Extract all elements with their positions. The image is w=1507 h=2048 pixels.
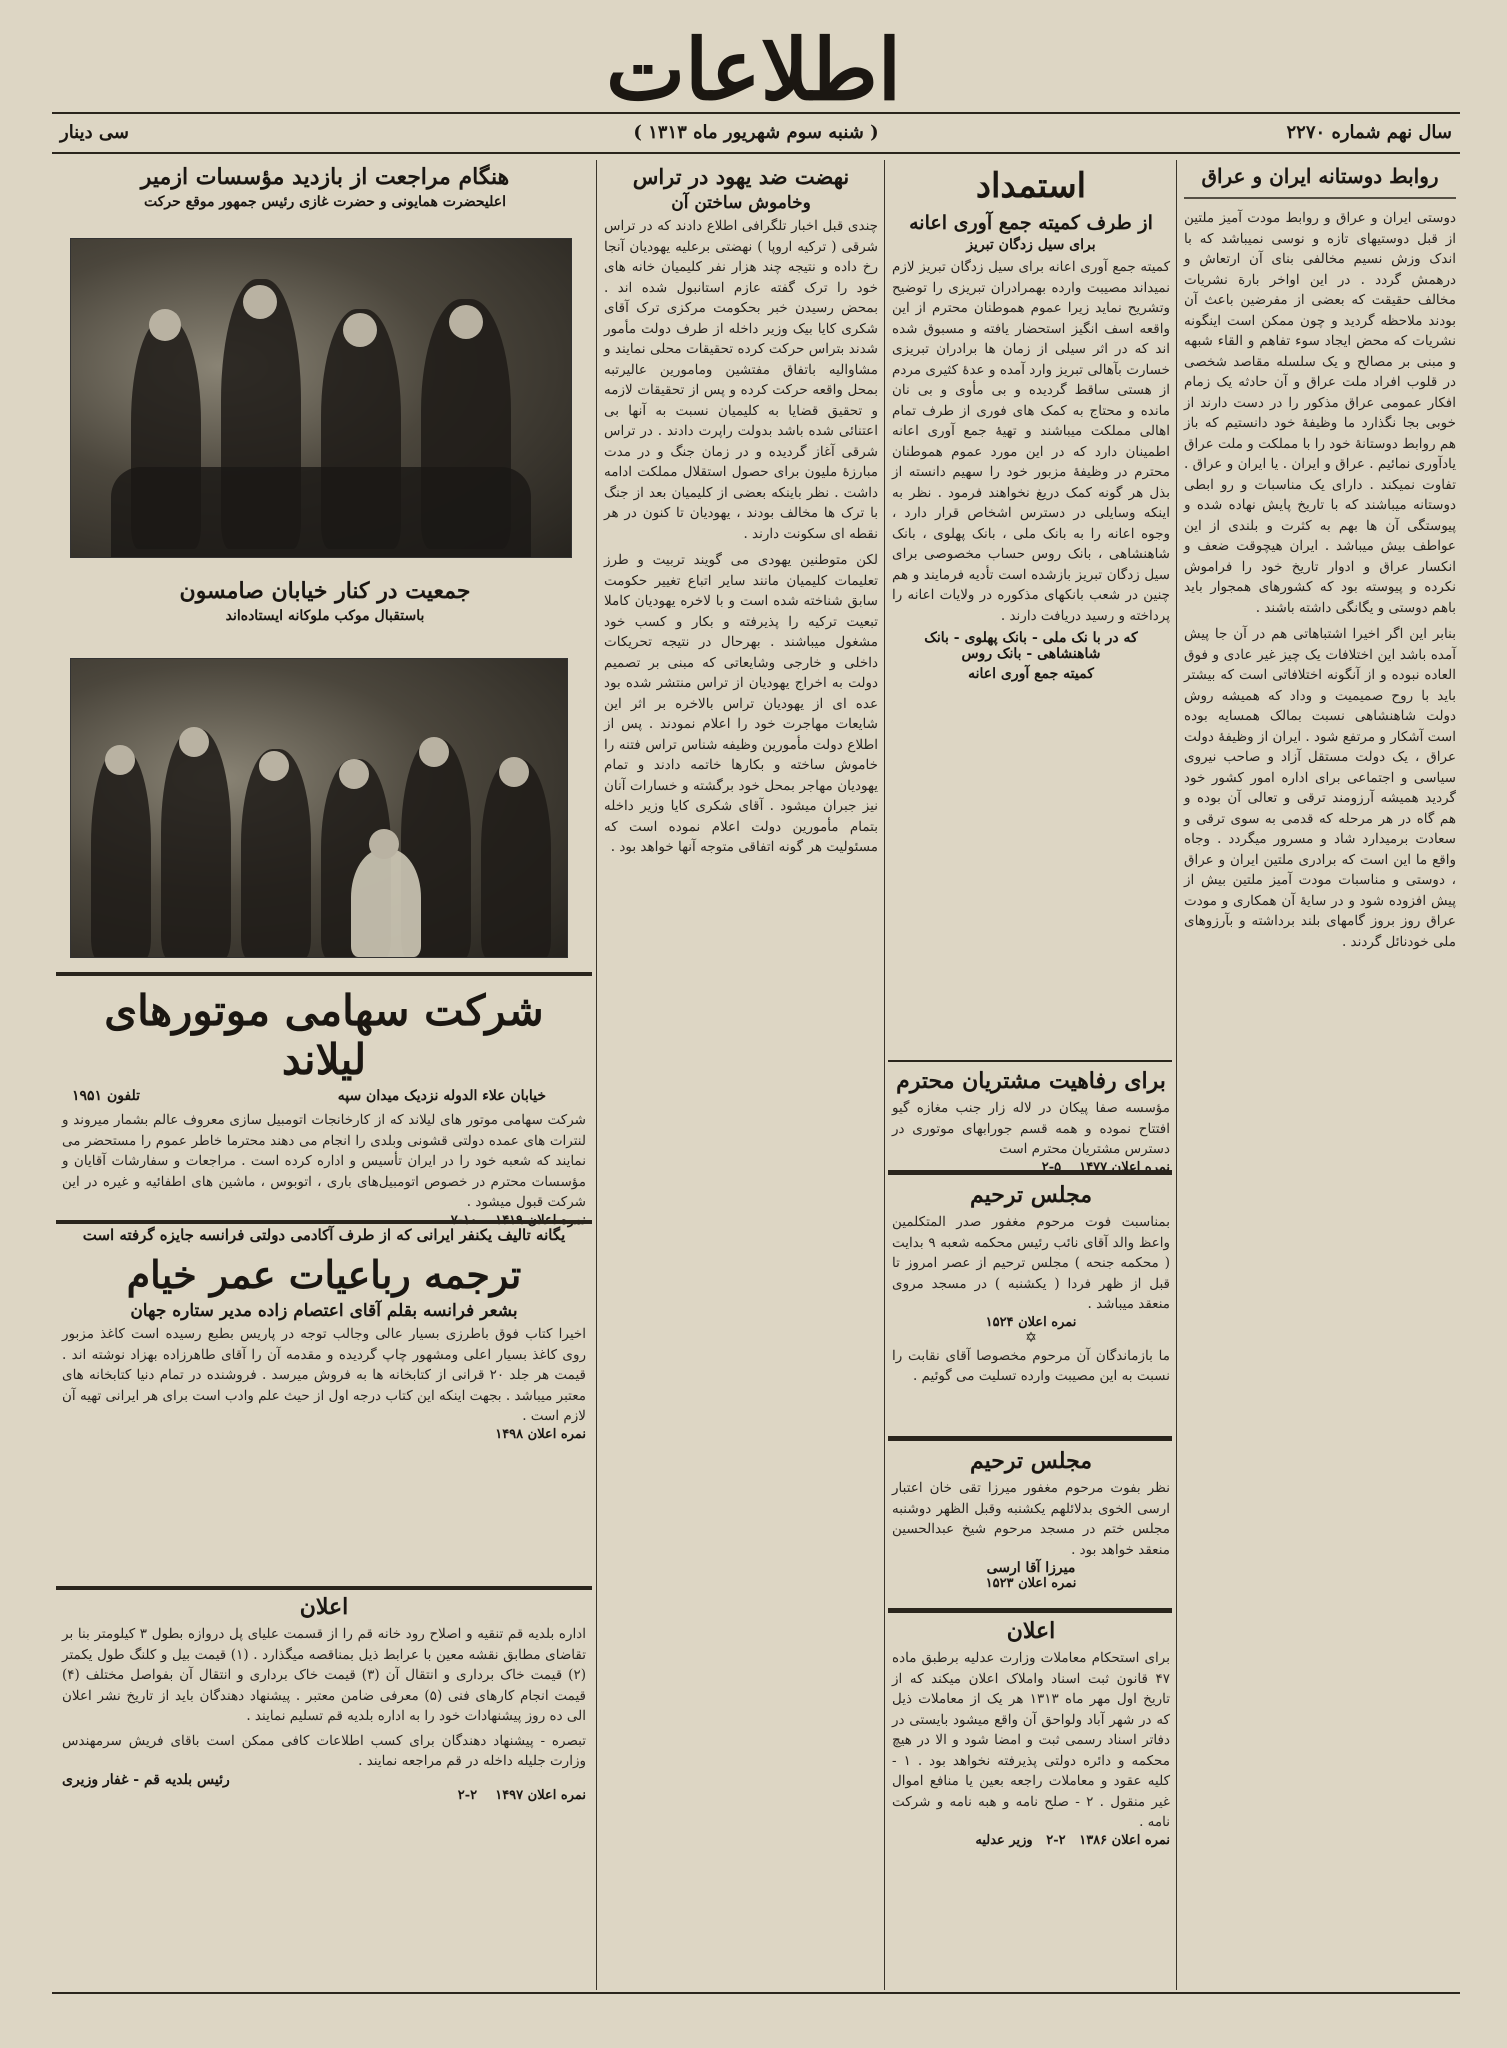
appeal-subtitle: از طرف کمیته جمع آوری اعانه [909, 212, 1153, 234]
issue-number: سال نهم شماره ۲۲۷۰ [1286, 122, 1452, 143]
section-rule [888, 1060, 1172, 1062]
section-rule [888, 1170, 1172, 1175]
memorial-2 [892, 1444, 1170, 1591]
ad-khayyam-body: اخیرا کتاب فوق باطرزی بسیار عالی وجالب توجه در پاریس بطبع رسیده است کاغذ مزبور روی کاغذ بسیار اعلی ومشهور چاپ گردیده و مقدمه آن را آقای طاهرزاده بهزاد نوشته اند . قیمت هر جلد ۲۰ قرانی از کتابخانه ها به فروش میرسد . فروشنده در تمام دنیا کتابخانه های معتبر میباشد . بجهت اینکه این کتاب درجه اول از حیث علم وادب است برای هر ایرانی تهیه آن لازم است . [62, 1326, 586, 1424]
article-iran-iraq [1184, 160, 1456, 952]
photo-2-captions [60, 574, 590, 624]
issue-price: سی دینار [60, 122, 129, 143]
photo-1-caption: هنگام مراجعت از بازدید مؤسسات ازمیر [140, 164, 510, 190]
article-subtitle: وخاموش ساختن آن [671, 193, 811, 213]
memorial-1-body: بمناسبت فوت مرحوم مغفور صدر المتکلمین واعظ والد آقای نائب رئیس محکمه شعبه ۹ بدایت ( محکمه جنحه ) مجلس ترحیم از عصر امروز تا قبل از ظهر فردا ( یکشنبه ) در مسجد مروی منعقد میباشد . [892, 1214, 1170, 1312]
top-rule [52, 112, 1460, 114]
ad-khayyam-top: یگانه تالیف یکنفر ایرانی که از طرف آکادمی دولتی فرانسه جایزه گرفته است [82, 1226, 566, 1244]
ad-leyland-footer: نمره اعلان ۱۴۱۹ ۱۰-۷ [450, 1212, 586, 1228]
star-icon: ✡ [1025, 1329, 1037, 1346]
ad-leyland-body: شرکت سهامی موتور های لیلاند که از کارخانجات اتومبیل سازی معروف عالم بشمار میروند و لنترات های عمده دولتی قشونی وبلدی را انجام می دهند محترما خاطر عموم را مستحضر می نمایند که شعبه خود را در ایران تأسیس و اداره کرده است . مراجعات و سفارشات آقایان و مؤسسات محترم در خصوص اتومبیل‌های باری ، اتوبوس ، ماشین های اطفائیه و غیره در این شرکت قبول میشود . [62, 1112, 586, 1210]
ad-store-title: برای رفاهیت مشتریان محترم [896, 1068, 1166, 1094]
ad-khayyam-title: ترجمه رباعیات عمر خیام [126, 1252, 522, 1297]
ad-leyland-phone: تلفون ۱۹۵۱ [72, 1088, 141, 1104]
photo-1-subcaption: اعلیحضرت همایونی و حضرت غازی رئیس جمهور موقع حرکت [144, 194, 506, 210]
photo-2-caption: جمعیت در کنار خیابان صامسون [179, 578, 471, 604]
photo-crowd [70, 658, 568, 958]
section-rule [888, 1436, 1172, 1441]
article-body: چندی قبل اخبار تلگرافی اطلاع دادند که در تراس شرقی ( ترکیه اروپا ) نهضتی برعلیه یهودیان آنجا رخ داده و نتیجه چند هزار نفر کلیمیان خانه های خود را ترک گفته عازم استانبول شده اند . بمحض رسیدن خبر بحکومت مرکزی ترک آقای شکری کایا بیک وزیر داخله از طرف دولت مأمور شدند بتراس حرکت کرده تحقیقات محلی نمایند و مشاوالیه باتفاق مفتشین ومامورین عالیرتبه بمحل واقعه حرکت کرده و پس از تحقیقات لازمه و تحقیق قضایا به کلیمیان نسبت به آنها بی اعتنائی شده باشد بدولت راپرت دادند . در تراس شرقی آغاز گردیده و در زمان جنگ و در مدت مبارزهٔ ملیون برای حصول استقلال مملکت ادامه داشت . نظر باینکه بعضی از کلیمیان بعد از جنگ با ترک ها مخالف بودند ، یهودیان تا کنون در هر نقطه ای سکونت دارند . [604, 218, 878, 542]
ad-khayyam [62, 1226, 586, 1442]
notice-qom-note: تبصره - پیشنهاد دهندگان برای کسب اطلاعات کافی ممکن است باقای فریش سرمهندس وزارت جلیله داخله در قم مراجعه نمایند . [62, 1732, 586, 1769]
masthead: اطلاعات [605, 20, 902, 119]
notice-justice-footer: نمره اعلان ۱۳۸۶ ۲-۲ وزیر عدلیه [975, 1832, 1170, 1848]
notice-justice-title: اعلان [1006, 1618, 1056, 1644]
memorial-1-thanks: ما بازماندگان آن مرحوم مخصوصا آقای نقابت را نسبت به این مصیبت وارده تسلیت می گوئیم . [892, 1347, 1170, 1384]
memorial-2-body: نظر بفوت مرحوم مغفور میرزا تقی خان اعتبار ارسی الخوی بدلائلهم یکشنبه وقبل الظهر دوشنبه مجلس ختم در مسجد مرحوم شیخ عبدالحسین منعقد خواهد بود . [892, 1480, 1170, 1558]
ad-store [892, 1064, 1170, 1175]
article-thrace [604, 160, 878, 858]
section-rule [888, 1608, 1172, 1613]
ad-khayyam-number: نمره اعلان ۱۴۹۸ [495, 1426, 586, 1442]
notice-qom-body: اداره بلدیه قم تنقیه و اصلاح رود خانه قم را از قسمت علیای پل دروازه بطول ۳ کیلومتر بنا بر تقاضای مطابق نقشه معین با عرابط ذیل بمناقصه میگذارد . (۱) قیمت بیل و کلنگ طول یکمتر (۲) قیمت خاک برداری و انتقال آن (۳) قیمت خاک برداری و انتقال آن بفواصل مختلف (۴) قیمت انجام کارهای فنی (۵) معرفی ضامن معتبر . پیشنهاد دهندگان باید از تاریخ نشر اعلان الی ده روز پیشنهادات خود را به اداره بلدیه قم تسلیم نمایند . [62, 1626, 586, 1724]
appeal-signature: کمیته جمع آوری اعانه [968, 666, 1094, 682]
divider [1184, 195, 1456, 201]
article-title: نهضت ضد یهود در تراس [632, 164, 850, 189]
col2 [892, 160, 1170, 682]
appeal-subtitle-2: برای سیل زدگان تبریز [966, 237, 1096, 253]
notice-qom-signature: رئیس بلدیه قم - غفار وزیری [62, 1771, 230, 1788]
dateline [52, 118, 1460, 154]
bottom-rule [52, 1992, 1460, 1994]
photo-section [60, 160, 590, 210]
photo-ceremony [70, 238, 572, 558]
notice-qom-footer: نمره اعلان ۱۴۹۷ ۲-۲ [457, 1787, 586, 1803]
ad-leyland-address: خیابان علاء الدوله نزدیک میدان سپه [337, 1088, 546, 1104]
dateline-rule [52, 152, 1460, 154]
memorial-2-signature: میرزا آقا ارسی [986, 1560, 1076, 1576]
ad-leyland-title: شرکت سهامی موتورهای لیلاند [104, 986, 544, 1084]
ad-store-number: نمره اعلان ۱۴۷۷ ۵-۲ [1041, 1159, 1170, 1175]
column-divider [1176, 160, 1177, 1990]
ad-leyland [62, 978, 586, 1228]
appeal-title: استمداد [975, 166, 1087, 206]
memorial-1-number: نمره اعلان ۱۵۲۴ [985, 1314, 1077, 1330]
ad-khayyam-subtitle: بشعر فرانسه بقلم آقای اعتصام زاده مدیر ستاره جهان [130, 1301, 518, 1321]
issue-date: ( شنبه سوم شهریور ماه ۱۳۱۳ ) [633, 122, 879, 143]
notice-qom [62, 1590, 586, 1803]
notice-justice [892, 1614, 1170, 1848]
section-rule [56, 1220, 592, 1224]
notice-qom-title: اعلان [299, 1594, 349, 1620]
article-body-continued: بنابر این اگر اخیرا اشتباهاتی هم در آن جا پیش آمده باشد این اختلافات یک چیز غیر عادی و فوق العاده نبوده و از آنگونه اختلافاتی است که بیشتر باید با روح صمیمیت و وداد که همیشه روش دولت شاهنشاهی نسبت بمالک همسایه بوده است آشکار و مرتفع شود . ایران از وظیفهٔ دولت عراق ، یک دولت مستقل آزاد و صاحب نیروی سیاسی و اجتماعی برای اداره امور کشور خود گردید همیشه آرزومند ترقی و تعالی آن بوده و هم گاه در هر مرحله که قدمی به سوی ترقی و سعادت برمیدارد شاد و مسرور میگردد . وجاه واقع ما این است که برادری ملتین ایران و عراق ، دوستی و مناسبات مودت آمیز ملتین بیش از پیش افزوده شود و در سایهٔ آن همکاری و مودت عراق روز بروز گامهای بلند برداشته و بآرزوهای ملی خودنائل گردند . [1184, 626, 1456, 950]
article-title: روابط دوستانه ایران و عراق [1201, 164, 1439, 188]
article-body-continued: لکن متوطنین یهودی می گویند تربیت و طرز تعلیمات کلیمیان مانند سایر اتباع تغییر حکومت سابق شناخته شده است و با لاخره یهودیان کاملا تبعیت ترکیه را پذیرفته و بکار و کسب خود مشغول میباشند . بهرحال در نتیجه تحریکات داخلی و خارجی وشایعاتی که مبنی بر تصمیم دولت به اخراج یهودیان از تراس منتشر شده بود عده ای از یهودیان تراس بالاخره بر اثر این شایعات مهاجرت خود را اعلام نمودند . پس از اطلاع دولت مأمورین وظیفه شناس تراس فتنه را خاموش ساخته و بکارها خاتمه دادند و تمام یهودیان مهاجر بمحل خود برگشته و خسارات آنان نیز جبران میشود . آقای شکری کایا وزیر داخله بتمام مأمورین دولت اعلام نموده است که مسئولیت هر گونه اتفاقی متوجه آنها خواهد بود . [604, 552, 878, 855]
memorial-2-number: نمره اعلان ۱۵۲۳ [985, 1576, 1077, 1591]
memorial-2-title: مجلس ترحیم [969, 1448, 1093, 1474]
notice-justice-body: برای استحکام معاملات وزارت عدلیه برطبق ماده ۴۷ قانون ثبت اسناد واملاک اعلان میکند که از تاریخ اول مهر ماه ۱۳۱۳ هر یک از معاملات ذیل که در شهر آباد ولواحق آن واقع میشود بایستی در دفاتر اسناد رسمی ثبت و امضا شود و الا در هیچ محکمه و دائره دولتی پذیرفته نخواهد بود . ۱ - کلیه عقود و معاملات راجعه بعین یا منافع اموال غیر منقول . ۲ - صلح نامه و هبه نامه و شرکت نامه . [892, 1650, 1170, 1830]
appeal-body: کمیته جمع آوری اعانه برای سیل زدگان تبریز لازم نمیداند مصیبت وارده بهمرادران تبریزی را توضیح وتشریح نماید زیرا عموم هموطنان محترم از این واقعه اسف انگیز استحضار یافته و مسبوق شده اند که در اثر سیلی از زمان ها برادران تبریزی خسارت بآهالی تبریز وارد آمده و عدهٔ کثیری مردم از هستی ساقط گردیده و بی مأوی و بی نان مانده و محتاج به کمک های فوری از طرف تمام اهالی مملکت میباشند و تهیهٔ جمع آوری اعانه اطمینان دارد که در این مورد عموم هموطنان محترم در وظیفهٔ مزبور خود را سهیم دانسته از بذل هر گونه کمک دریغ نخواهند فرمود . نظر به اینکه وسایلی در دسترس اشخاص قرار دارد ، وجوه اعانه را به بانک ملی ، بانک پهلوی ، بانک شاهنشاهی ، بانک روس حساب مخصوصی برای سیل زدگان تبریز بازشده است تأدیه فرمایند و هم چنین در شعب بانکهای مذکوره در ولایات اعانه را پرداخته و رسید دریافت دارند . [892, 259, 1170, 624]
column-divider [884, 160, 885, 1990]
appeal-banks: که در با نک ملی - بانک پهلوی - بانک شاهنشاهی - بانک روس [924, 630, 1138, 662]
photo-2-subcaption: باستقبال موکب ملوکانه ایستاده‌اند [225, 608, 425, 624]
ad-store-body: مؤسسه صفا پیکان در لاله زار جنب مغازه گیو افتتاح نموده و همه قسم جورابهای موتوری در دسترس مشتریان محترم است [892, 1100, 1170, 1157]
memorial-1-title: مجلس ترحیم [969, 1182, 1093, 1208]
section-rule [56, 972, 592, 976]
column-divider [596, 160, 597, 1990]
article-body: دوستی ایران و عراق و روابط مودت آمیز ملتین از قبل دوستیهای تازه و نوسی نمیباشد که با اندک وزش نسیم مخالفی بنای آن ارتعاش و درهمش گردد . در این اواخر بارة نشریات مخالف حقیقت که بعضی از مفرضین باعث آن بودند ملاحظه گردید و چون ممکن است اینگونه نشریات که محض ایجاد سوء تفاهم و القاء شبهه و مبنی بر مصالح و یک سلسله مقاصد شخصی در قلوب افراد ملت عراق و آن حادثه یک زمام افکار عمومی عراق مذکور را در دست دارند از خوبی بجا نگذارد ما وظیفهٔ خود دانستیم که باز هم روابط دوستانهٔ خود را با مملکت و ملت عراق یادآوری نمائیم . عراق و ایران . یا ایران و عراق . تفاوت نمیکند . دارای یک مناسبات و رو ابطی دوستانه میباشند که با تاریخ پایش نهاده شده و پیوستگی آن ها بهم به کثرت و بلندی از این عواطف بیش میباشد . ایران هیچوقت ضعف و انکسار عراق و ادوار تاریخ خود را فراموش نکرده و پیوسته بود که کشورهای همجوار باید باهم دوستی و یگانگی داشته باشند . [1183, 210, 1456, 616]
appeal-section [892, 166, 1170, 682]
memorial-1 [892, 1178, 1170, 1387]
